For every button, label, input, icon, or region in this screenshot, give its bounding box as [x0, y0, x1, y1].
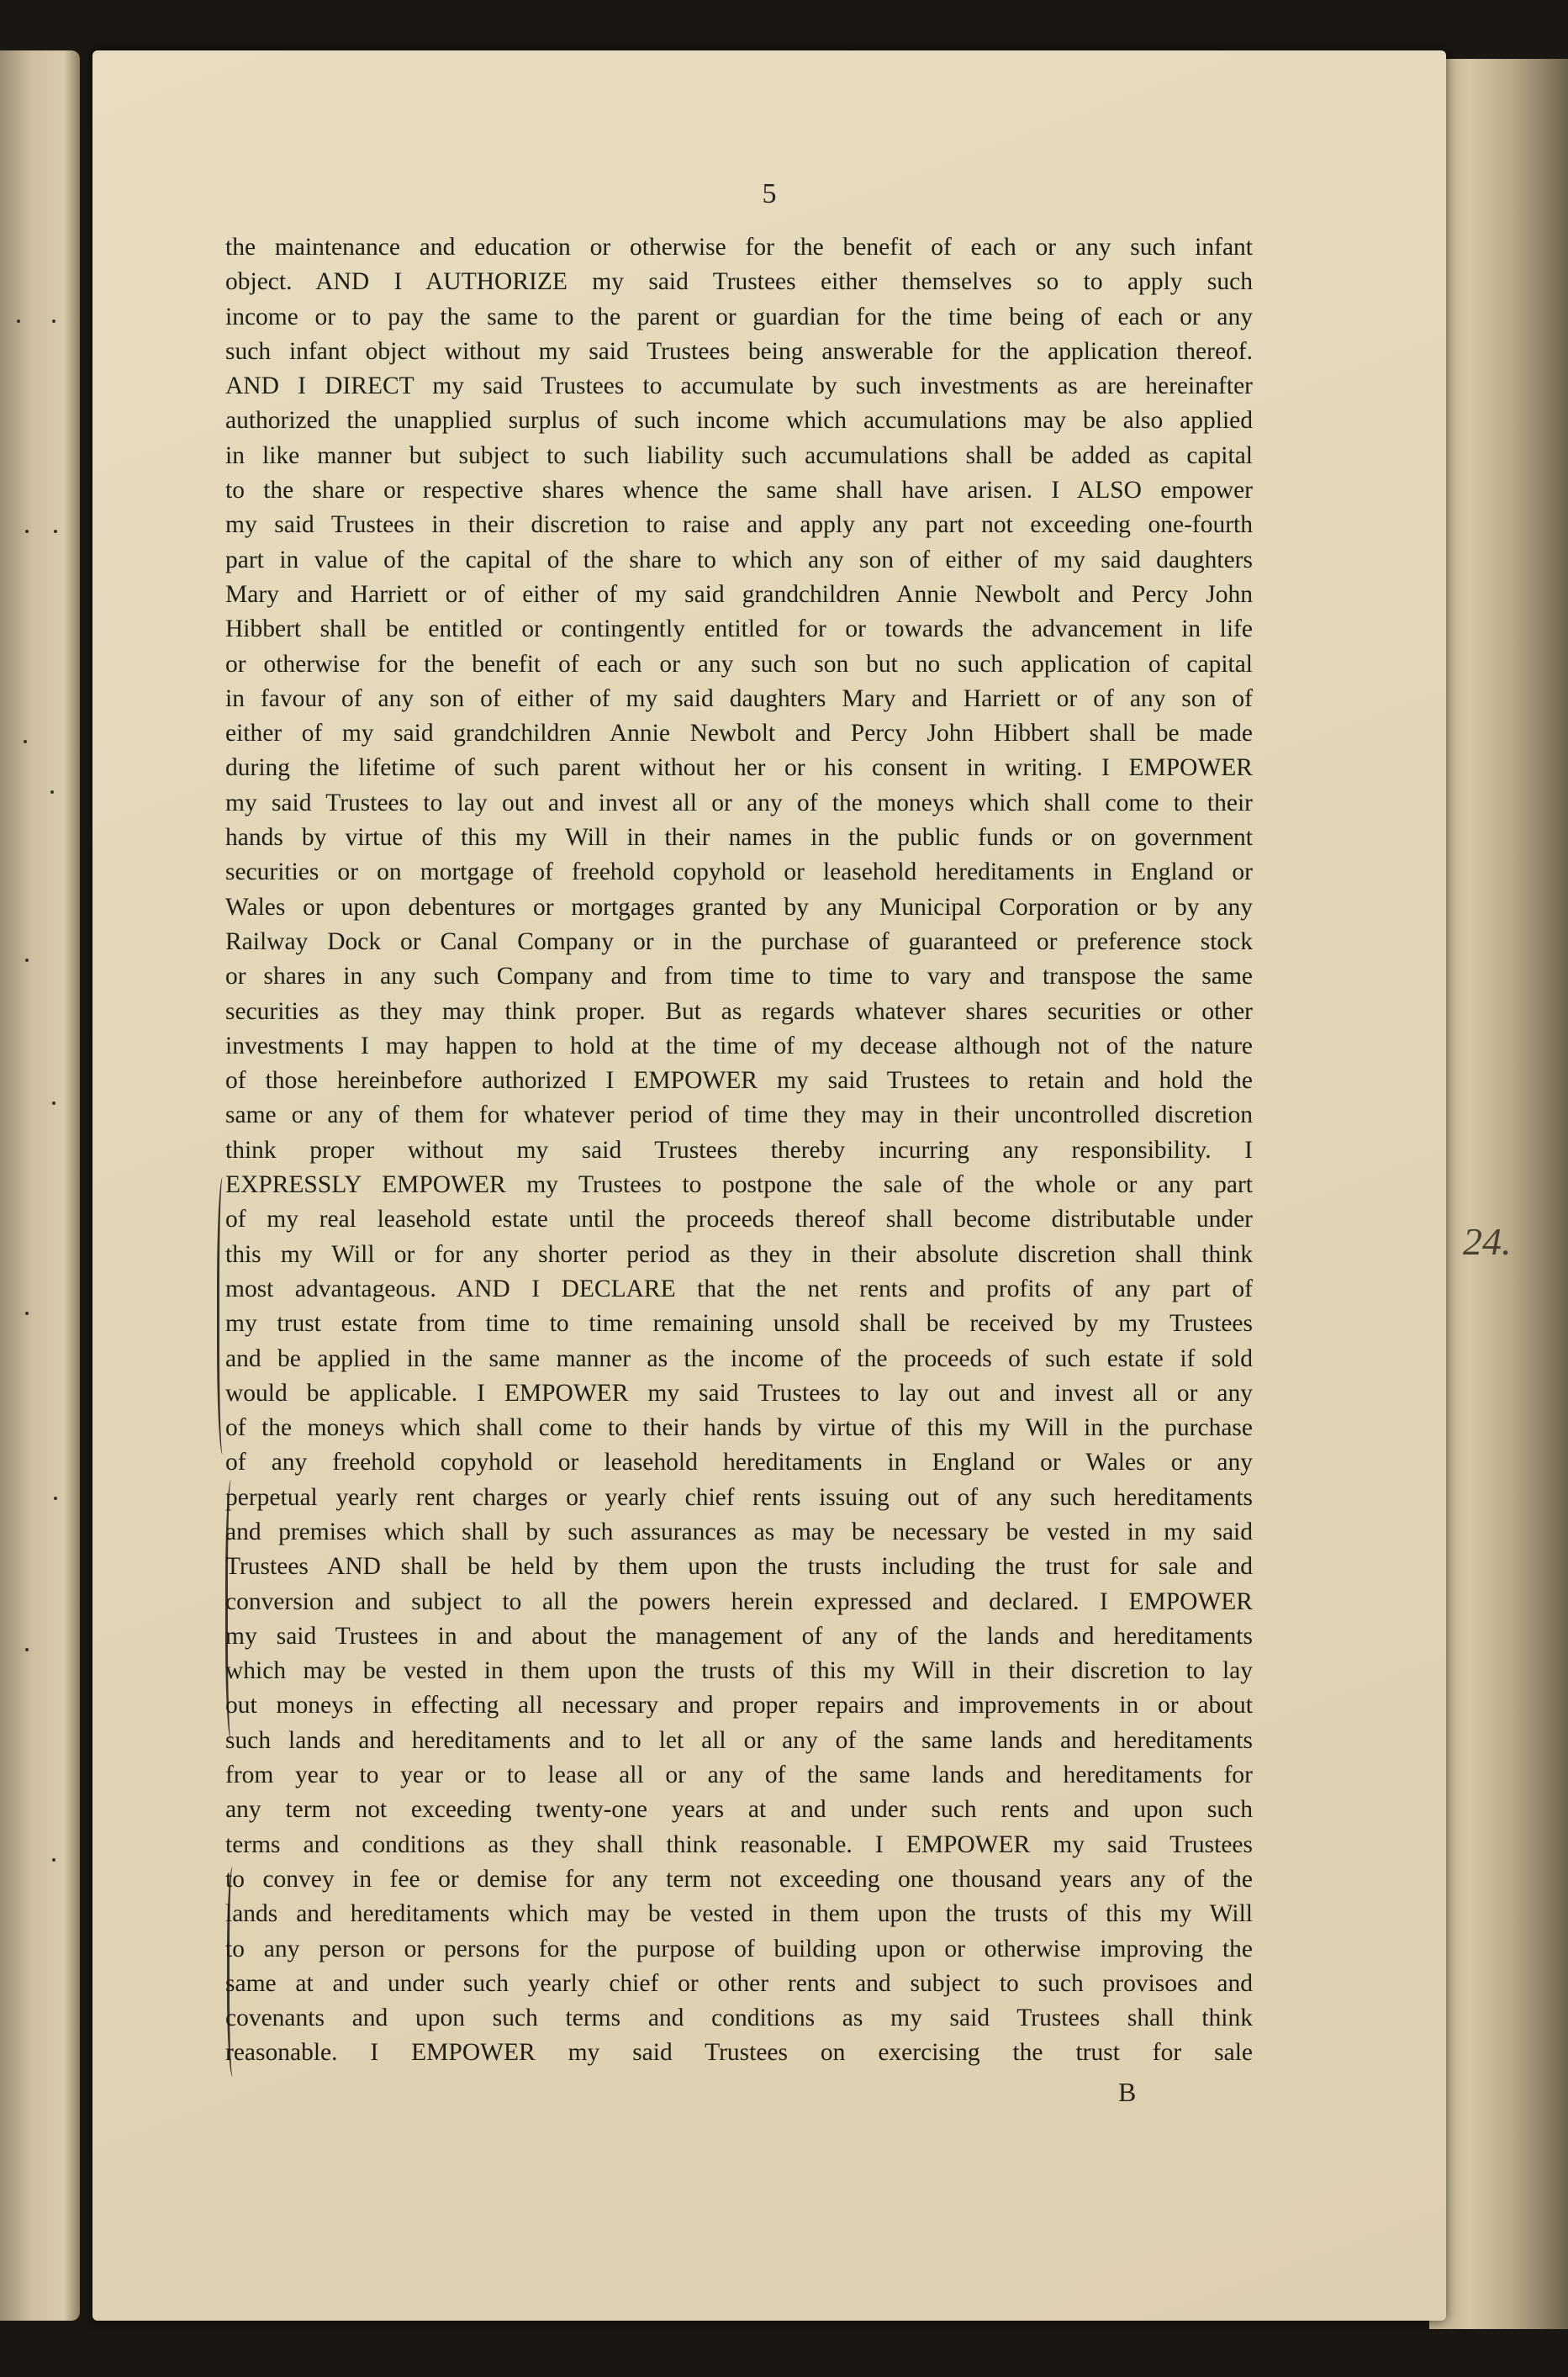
text-line: securities or on mortgage of freehold copyhold or leasehold hereditaments in England or	[225, 858, 1253, 886]
text-line: perpetual yearly rent charges or yearly chief rents issuing out of any such hereditaments	[225, 1483, 1253, 1511]
text-line: authorized the unapplied surplus of such income which accumulations may be also applied	[225, 407, 1253, 435]
text-line: conversion and subject to all the powers herein expressed and declared. I EMPOWER	[225, 1587, 1253, 1615]
text-line: Trustees AND shall be held by them upon the trusts including the trust for sale and	[225, 1553, 1253, 1581]
text-line: any term not exceeding twenty-one years at and under such rents and upon such	[225, 1796, 1253, 1824]
page-number: 5	[762, 178, 777, 209]
text-line: of the moneys which shall come to their hands by virtue of this my Will in the purchase	[225, 1414, 1253, 1442]
text-line: my said Trustees in their discretion to raise and apply any part not exceeding one-fourth	[225, 511, 1253, 539]
text-line: terms and conditions as they shall think reasonable. I EMPOWER my said Trustees	[225, 1830, 1253, 1858]
text-line: Hibbert shall be entitled or contingently entitled for or towards the advancement in life	[225, 615, 1253, 643]
text-line: covenants and upon such terms and conditions as my said Trustees shall think	[225, 2005, 1253, 2032]
text-line: to convey in fee or demise for any term not exceeding one thousand years any of the	[225, 1865, 1253, 1893]
margin-dot	[54, 1497, 57, 1500]
text-line: during the lifetime of such parent without her or his consent in writing. I EMPOWER	[225, 754, 1253, 782]
document-page	[92, 50, 1446, 2321]
margin-dot	[24, 740, 27, 743]
text-line: reasonable. I EMPOWER my said Trustees on exercising the trust for sale	[225, 2039, 1253, 2067]
text-line: investments I may happen to hold at the time of my decease although not of the nature	[225, 1032, 1253, 1059]
text-line: such infant object without my said Trustees being answerable for the application thereof.	[225, 337, 1253, 365]
text-line: Railway Dock or Canal Company or in the purchase of guaranteed or preference stock	[225, 927, 1253, 955]
text-line: think proper without my said Trustees thereby incurring any responsibility. I	[225, 1136, 1253, 1164]
margin-dot	[25, 1648, 29, 1651]
text-line: out moneys in effecting all necessary and proper repairs and improvements in or about	[225, 1692, 1253, 1719]
text-line: this my Will or for any shorter period as they in their absolute discretion shall think	[225, 1240, 1253, 1268]
text-line: my said Trustees to lay out and invest all or any of the moneys which shall come to their	[225, 789, 1253, 816]
text-line: securities as they may think proper. But as regards whatever shares securities or other	[225, 997, 1253, 1025]
signature-mark: B	[1118, 2077, 1137, 2107]
margin-dot	[52, 320, 55, 323]
text-line: in favour of any son of either of my said daughters Mary and Harriett or of any son of	[225, 684, 1253, 712]
text-line: most advantageous. AND I DECLARE that the net rents and profits of any part of	[225, 1275, 1253, 1302]
text-line: of any freehold copyhold or leasehold hereditaments in England or Wales or any	[225, 1449, 1253, 1476]
will-text-body	[225, 230, 1253, 2071]
text-line: my trust estate from time to time remaining unsold shall be received by my Trustees	[225, 1310, 1253, 1338]
text-line: of those hereinbefore authorized I EMPOWER my said Trustees to retain and hold the	[225, 1067, 1253, 1095]
text-line: Wales or upon debentures or mortgages granted by any Municipal Corporation or by any	[225, 893, 1253, 921]
page-stack-edge	[1429, 59, 1568, 2329]
text-line: the maintenance and education or otherwise for the benefit of each or any such infant	[225, 234, 1253, 261]
margin-dot	[52, 1858, 55, 1862]
text-line: object. AND I AUTHORIZE my said Trustees either themselves so to apply such	[225, 268, 1253, 296]
text-line: or otherwise for the benefit of each or any such son but no such application of capital	[225, 650, 1253, 678]
text-line: in like manner but subject to such liability such accumulations shall be added as capital	[225, 441, 1253, 469]
text-line: EXPRESSLY EMPOWER my Trustees to postpone the sale of the whole or any part	[225, 1171, 1253, 1199]
text-line: my said Trustees in and about the management of any of the lands and hereditaments	[225, 1622, 1253, 1650]
margin-dot	[17, 320, 20, 323]
text-line: which may be vested in them upon the trusts of this my Will in their discretion to lay	[225, 1657, 1253, 1685]
text-line: from year to year or to lease all or any of the same lands and hereditaments for	[225, 1762, 1253, 1789]
margin-annotation: 24.	[1463, 1220, 1512, 1263]
text-line: and premises which shall by such assurances as may be necessary be vested in my said	[225, 1518, 1253, 1545]
margin-dot	[52, 1101, 55, 1105]
text-line: same at and under such yearly chief or other rents and subject to such provisoes and	[225, 1969, 1253, 1997]
text-line: same or any of them for whatever period of time they may in their uncontrolled discretion	[225, 1101, 1253, 1129]
text-line: would be applicable. I EMPOWER my said Trustees to lay out and invest all or any	[225, 1379, 1253, 1407]
margin-dot	[54, 530, 57, 533]
text-line: income or to pay the same to the parent or guardian for the time being of each or any	[225, 303, 1253, 330]
text-line: and be applied in the same manner as the income of the proceeds of such estate if sold	[225, 1344, 1253, 1372]
text-line: lands and hereditaments which may be vested in them upon the trusts of this my Will	[225, 1900, 1253, 1928]
text-line: Mary and Harriett or of either of my said grandchildren Annie Newbolt and Percy John	[225, 580, 1253, 608]
text-line: either of my said grandchildren Annie Newbolt and Percy John Hibbert shall be made	[225, 720, 1253, 747]
text-line: part in value of the capital of the share to which any son of either of my said daughters	[225, 546, 1253, 573]
margin-dot	[50, 790, 54, 794]
text-line: or shares in any such Company and from time to time to vary and transpose the same	[225, 963, 1253, 990]
margin-dot	[25, 959, 29, 962]
margin-dot	[25, 1312, 29, 1315]
text-line: such lands and hereditaments and to let all or any of the same lands and hereditaments	[225, 1726, 1253, 1754]
text-line: hands by virtue of this my Will in their names in the public funds or on government	[225, 824, 1253, 852]
facing-page-edge	[0, 50, 80, 2321]
text-line: AND I DIRECT my said Trustees to accumulate by such investments as are hereinafter	[225, 372, 1253, 400]
text-line: to any person or persons for the purpose of building upon or otherwise improving the	[225, 1935, 1253, 1962]
text-line: of my real leasehold estate until the proceeds thereof shall become distributable under	[225, 1206, 1253, 1233]
margin-dot	[25, 530, 29, 533]
text-line: to the share or respective shares whence the same shall have arisen. I ALSO empower	[225, 477, 1253, 504]
